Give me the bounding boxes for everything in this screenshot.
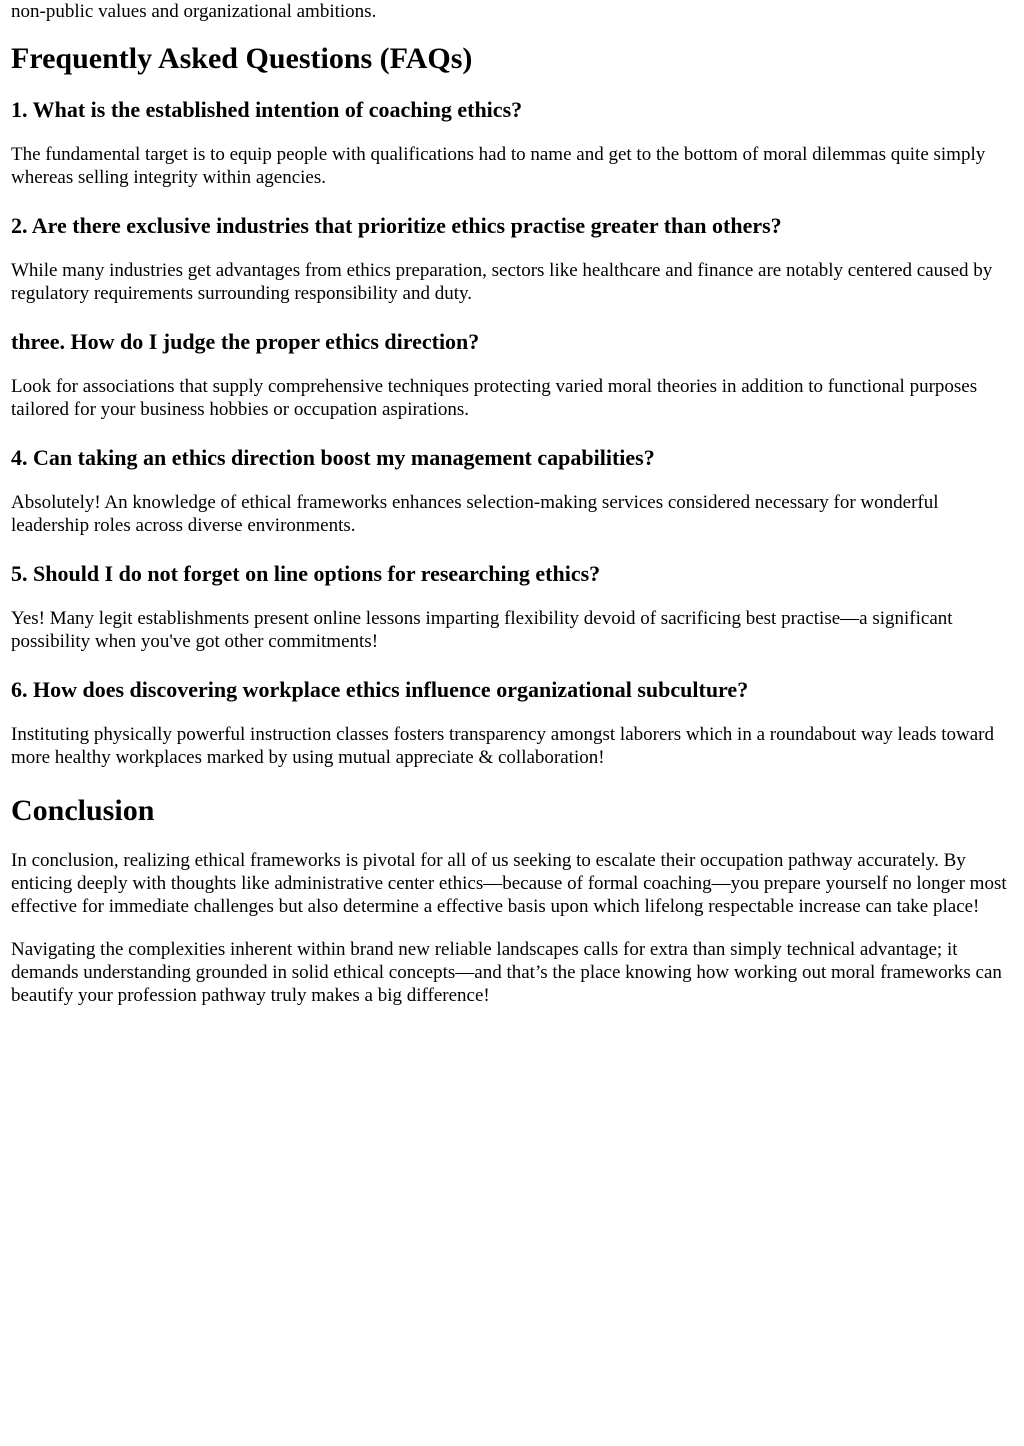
conclusion-section (11, 793, 1016, 1007)
faq-answer-4: Absolutely! An knowledge of ethical frameworks enhances selection-making services considered necessary for wonderful leadership roles across diverse environments. (11, 492, 939, 536)
faq-question-1: 1. What is the established intention of coaching ethics? (11, 97, 523, 122)
conclusion-heading: Conclusion (11, 794, 155, 827)
conclusion-paragraph-1: In conclusion, realizing ethical frameworks is pivotal for all of us seeking to escalate their occupation pathway accurately. By enticing deeply with thoughts like administrative center ethics—because of formal coaching—you prepare yourself no longer most effective for immediate challenges but also determine a effective basis upon which lifelong respectable increase can take place! (11, 850, 1007, 917)
faq-answer-5: Yes! Many legit establishments present online lessons imparting flexibility devoid of sacrificing best practise—a significant possibility when you've got other commitments! (11, 608, 953, 652)
faq-heading: Frequently Asked Questions (FAQs) (11, 42, 473, 75)
faq-question-5: 5. Should I do not forget on line options for researching ethics? (11, 561, 601, 586)
faq-section (11, 41, 1016, 769)
intro-tail-paragraph: non-public values and organizational ambitions. (11, 1, 377, 22)
faq-answer-1: The fundamental target is to equip people with qualifications had to name and get to the bottom of moral dilemmas quite simply whereas selling integrity within agencies. (11, 144, 986, 188)
faq-question-4: 4. Can taking an ethics direction boost my management capabilities? (11, 445, 655, 470)
faq-answer-6: Instituting physically powerful instruction classes fosters transparency amongst laborers which in a roundabout way leads toward more healthy workplaces marked by using mutual appreciate & collaboration! (11, 724, 995, 768)
conclusion-paragraph-2: Navigating the complexities inherent within brand new reliable landscapes calls for extra than simply technical advantage; it demands understanding grounded in solid ethical concepts—and that’s the place knowing how working out moral frameworks can beautify your profession pathway truly makes a big difference! (11, 939, 1002, 1006)
faq-question-2: 2. Are there exclusive industries that prioritize ethics practise greater than others? (11, 213, 782, 238)
faq-answer-3: Look for associations that supply comprehensive techniques protecting varied moral theories in addition to functional purposes tailored for your business hobbies or occupation aspirations. (11, 376, 978, 420)
faq-question-6: 6. How does discovering workplace ethics influence organizational subculture? (11, 677, 749, 702)
faq-question-3: three. How do I judge the proper ethics direction? (11, 329, 480, 354)
faq-answer-2: While many industries get advantages from ethics preparation, sectors like healthcare and finance are notably centered caused by regulatory requirements surrounding responsibility and duty. (11, 260, 993, 304)
